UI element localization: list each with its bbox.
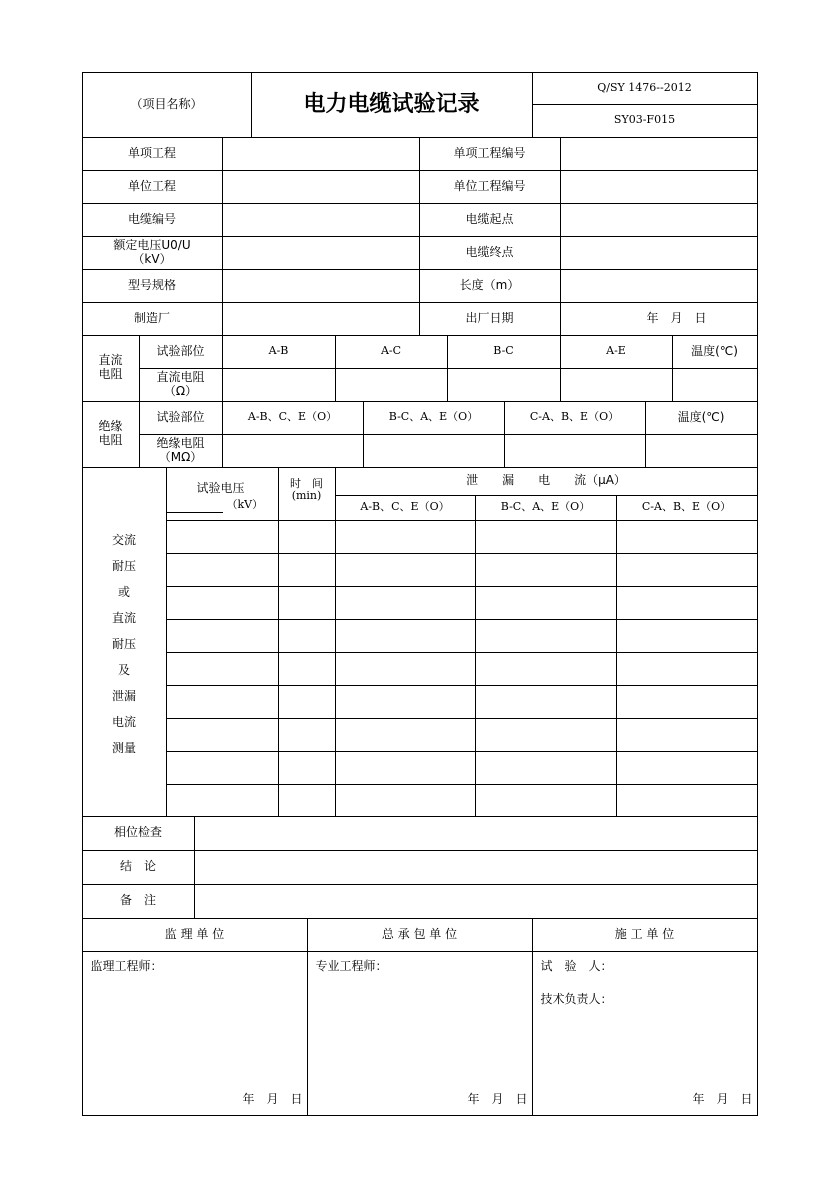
ac-section-line: 及 [117, 663, 130, 677]
dc-temp-header [672, 335, 758, 369]
ac-value-cell[interactable] [166, 520, 279, 554]
field-manufacturer[interactable] [222, 302, 420, 336]
dc-phase-header-text: B-C [493, 344, 514, 358]
ac-value-cell[interactable] [616, 685, 758, 719]
signature-label: 技术负责人： [540, 991, 613, 1006]
ir-resistance-label [139, 434, 223, 468]
dc-phase-header [335, 335, 448, 369]
label-cable_end-text: 电缆终点 [465, 244, 514, 259]
signature-date: 年 月 日 [242, 1091, 303, 1106]
field-cable_end[interactable] [560, 236, 758, 270]
dc-value-cell[interactable] [672, 368, 758, 402]
ac-value-cell[interactable] [278, 751, 336, 785]
leak-phase-header [335, 495, 476, 521]
field-factory_date-text: 年 月 日 [646, 310, 707, 325]
ac-value-cell[interactable] [335, 553, 476, 587]
ac-value-cell[interactable] [335, 586, 476, 620]
leak-phase-header [475, 495, 617, 521]
label-phase_check-text: 相位检查 [113, 825, 162, 840]
dc-phase-header [560, 335, 673, 369]
field-phase_check[interactable] [194, 816, 758, 851]
ir-phase-header-text: A-B、C、E（O） [247, 410, 338, 424]
ac-value-cell[interactable] [166, 685, 279, 719]
ir-phase-header-text: B-C、A、E（O） [388, 410, 479, 424]
leak-phase-header-text: C-A、B、E（O） [641, 500, 732, 514]
ac-section-line: 耐压 [111, 559, 136, 573]
dc-phase-header-text: A-E [606, 344, 626, 358]
label-length [419, 269, 561, 303]
ac-value-cell[interactable] [616, 652, 758, 686]
ac-value-cell[interactable] [475, 553, 617, 587]
label-remarks [82, 884, 195, 919]
ac-value-cell[interactable] [335, 619, 476, 653]
dc-section-label-text: 直流 电阻 [98, 353, 123, 381]
label-cable_no-text: 电缆编号 [127, 211, 176, 226]
label-model-text: 型号规格 [127, 277, 176, 292]
label-cable_start-text: 电缆起点 [465, 211, 514, 226]
ac-value-cell[interactable] [278, 553, 336, 587]
ac-value-cell[interactable] [616, 619, 758, 653]
standard-code [532, 72, 758, 105]
ac-value-cell[interactable] [616, 520, 758, 554]
dc-phase-header [222, 335, 336, 369]
dc-test-part-label [139, 335, 223, 369]
signature-label: 试 验 人： [540, 958, 613, 973]
ir-test-part-label [139, 401, 223, 435]
dc-section-label [82, 335, 140, 402]
ac-section-line: 测量 [111, 741, 136, 755]
label-unit_project_no-text: 单位工程编号 [453, 178, 526, 193]
ac-section-line: 耐压 [111, 637, 136, 651]
ac-value-cell[interactable] [616, 718, 758, 752]
ir-value-cell[interactable] [222, 434, 364, 468]
dc-value-cell[interactable] [222, 368, 336, 402]
ac-value-cell[interactable] [278, 652, 336, 686]
field-rated_voltage[interactable] [222, 236, 420, 270]
ir-temp-header [645, 401, 758, 435]
ac-value-cell[interactable] [278, 784, 336, 817]
ac-value-cell[interactable] [475, 520, 617, 554]
field-length[interactable] [560, 269, 758, 303]
ac-value-cell[interactable] [475, 784, 617, 817]
leak-phase-header-text: A-B、C、E（O） [360, 500, 450, 514]
ac-value-cell[interactable] [278, 586, 336, 620]
ac-section-line: 电流 [111, 715, 136, 729]
leak-phase-header [616, 495, 758, 521]
label-remarks-text: 备 注 [119, 893, 156, 908]
signature-date: 年 月 日 [467, 1091, 528, 1106]
dc-resistance-label [139, 368, 223, 402]
ac-value-cell[interactable] [166, 751, 279, 785]
constructor-header [532, 918, 758, 952]
ac-value-cell[interactable] [278, 685, 336, 719]
ac-value-cell[interactable] [616, 751, 758, 785]
label-unit_project [82, 170, 223, 204]
label-single_project-text: 单项工程 [127, 145, 176, 160]
label-manufacturer [82, 302, 223, 336]
ir-phase-header-text: C-A、B、E（O） [529, 410, 620, 424]
ac-value-cell[interactable] [335, 652, 476, 686]
kv-unit: （kV） [226, 497, 264, 511]
ac-value-cell[interactable] [475, 652, 617, 686]
page-title [251, 72, 533, 138]
signature-date: 年 月 日 [692, 1091, 753, 1106]
field-single_project_no[interactable] [560, 137, 758, 171]
signature-box[interactable] [307, 951, 533, 1116]
dc-resistance-label-text: 直流电阻 （Ω） [156, 369, 205, 398]
label-length-text: 长度（m） [459, 277, 520, 292]
field-single_project[interactable] [222, 137, 420, 171]
ac-value-cell[interactable] [335, 685, 476, 719]
dc-test-part-label-text: 试验部位 [156, 343, 205, 358]
field-factory_date[interactable] [560, 302, 758, 336]
label-rated_voltage [82, 236, 223, 270]
label-cable_start [419, 203, 561, 237]
project-name-label-text: （项目名称） [130, 96, 203, 111]
dc-temp-header-text: 温度(℃) [691, 343, 738, 358]
field-conclusion[interactable] [194, 850, 758, 885]
label-factory_date [419, 302, 561, 336]
dc-phase-header-text: A-C [380, 344, 402, 358]
constructor-header-text: 施 工 单 位 [614, 926, 675, 941]
ac-value-cell[interactable] [616, 784, 758, 817]
leak-current-header-text: 泄 漏 电 流（μA） [466, 473, 626, 488]
ac-value-cell[interactable] [475, 685, 617, 719]
ir-resistance-label-text: 绝缘电阻 （MΩ） [156, 435, 205, 464]
ir-value-cell[interactable] [645, 434, 758, 468]
form-code-text: SY03-F015 [613, 113, 676, 127]
ir-value-cell[interactable] [363, 434, 505, 468]
ac-section-line: 直流 [111, 611, 136, 625]
form-code [532, 104, 758, 138]
field-model[interactable] [222, 269, 420, 303]
field-cable_start[interactable] [560, 203, 758, 237]
contractor-header [307, 918, 533, 952]
test-voltage-header [166, 467, 279, 521]
label-conclusion [82, 850, 195, 885]
ac-value-cell[interactable] [166, 553, 279, 587]
ir-value-cell[interactable] [504, 434, 646, 468]
label-cable_end [419, 236, 561, 270]
supervisor-header-text: 监 理 单 位 [164, 926, 225, 941]
label-factory_date-text: 出厂日期 [465, 310, 514, 325]
contractor-header-text: 总 承 包 单 位 [381, 926, 458, 941]
label-cable_no [82, 203, 223, 237]
ac-value-cell[interactable] [278, 619, 336, 653]
ac-value-cell[interactable] [335, 784, 476, 817]
ac-value-cell[interactable] [335, 751, 476, 785]
ac-value-cell[interactable] [166, 784, 279, 817]
time-header [278, 467, 336, 521]
ac-value-cell[interactable] [475, 751, 617, 785]
field-unit_project[interactable] [222, 170, 420, 204]
label-phase_check [82, 816, 195, 851]
project-name-label [82, 72, 252, 138]
field-cable_no[interactable] [222, 203, 420, 237]
signature-box[interactable] [532, 951, 758, 1116]
ac-value-cell[interactable] [166, 718, 279, 752]
dc-value-cell[interactable] [560, 368, 673, 402]
ir-temp-header-text: 温度(℃) [677, 409, 725, 424]
dc-value-cell[interactable] [447, 368, 561, 402]
ir-section-label [82, 401, 140, 468]
ac-value-cell[interactable] [278, 520, 336, 554]
ac-value-cell[interactable] [335, 718, 476, 752]
supervisor-header [82, 918, 308, 952]
ir-phase-header [363, 401, 505, 435]
dc-phase-header [447, 335, 561, 369]
label-single_project [82, 137, 223, 171]
page-title-text: 电力电缆试验记录 [303, 91, 480, 117]
signature-box[interactable] [82, 951, 308, 1116]
ac-section-line: 泄漏 [111, 689, 136, 703]
label-model [82, 269, 223, 303]
ac-value-cell[interactable] [166, 586, 279, 620]
leak-phase-header-text: B-C、A、E（O） [500, 500, 591, 514]
ac-section-line: 交流 [111, 533, 136, 547]
dc-phase-header-text: A-B [268, 344, 289, 358]
label-unit_project-text: 单位工程 [127, 178, 176, 193]
ir-test-part-label-text: 试验部位 [156, 409, 205, 424]
ir-phase-header [504, 401, 646, 435]
signature-label: 专业工程师： [315, 958, 388, 973]
ac-value-cell[interactable] [475, 619, 617, 653]
ir-section-label-text: 绝缘 电阻 [98, 419, 123, 447]
label-single_project_no [419, 137, 561, 171]
label-conclusion-text: 结 论 [119, 859, 156, 874]
label-unit_project_no [419, 170, 561, 204]
ac-value-cell[interactable] [166, 652, 279, 686]
ac-value-cell[interactable] [475, 586, 617, 620]
ac-value-cell[interactable] [616, 553, 758, 587]
standard-code-text: Q/SY 1476--2012 [597, 80, 692, 94]
field-unit_project_no[interactable] [560, 170, 758, 204]
dc-value-cell[interactable] [335, 368, 448, 402]
label-manufacturer-text: 制造厂 [133, 310, 170, 325]
ac-value-cell[interactable] [278, 718, 336, 752]
ac-value-cell[interactable] [475, 718, 617, 752]
time-header-text: 时 间 (min) [290, 476, 323, 503]
label-rated_voltage-text: 额定电压U0/U （kV） [113, 237, 191, 266]
signature-label: 监理工程师： [90, 958, 163, 973]
field-remarks[interactable] [194, 884, 758, 919]
test-voltage-blank[interactable] [167, 512, 223, 513]
ir-phase-header [222, 401, 364, 435]
test-voltage-label: 试验电压 [196, 480, 245, 495]
label-single_project_no-text: 单项工程编号 [453, 145, 526, 160]
leak-current-header [335, 467, 758, 496]
ac-value-cell[interactable] [616, 586, 758, 620]
ac-value-cell[interactable] [166, 619, 279, 653]
ac-value-cell[interactable] [335, 520, 476, 554]
ac-section-line: 或 [117, 585, 130, 599]
